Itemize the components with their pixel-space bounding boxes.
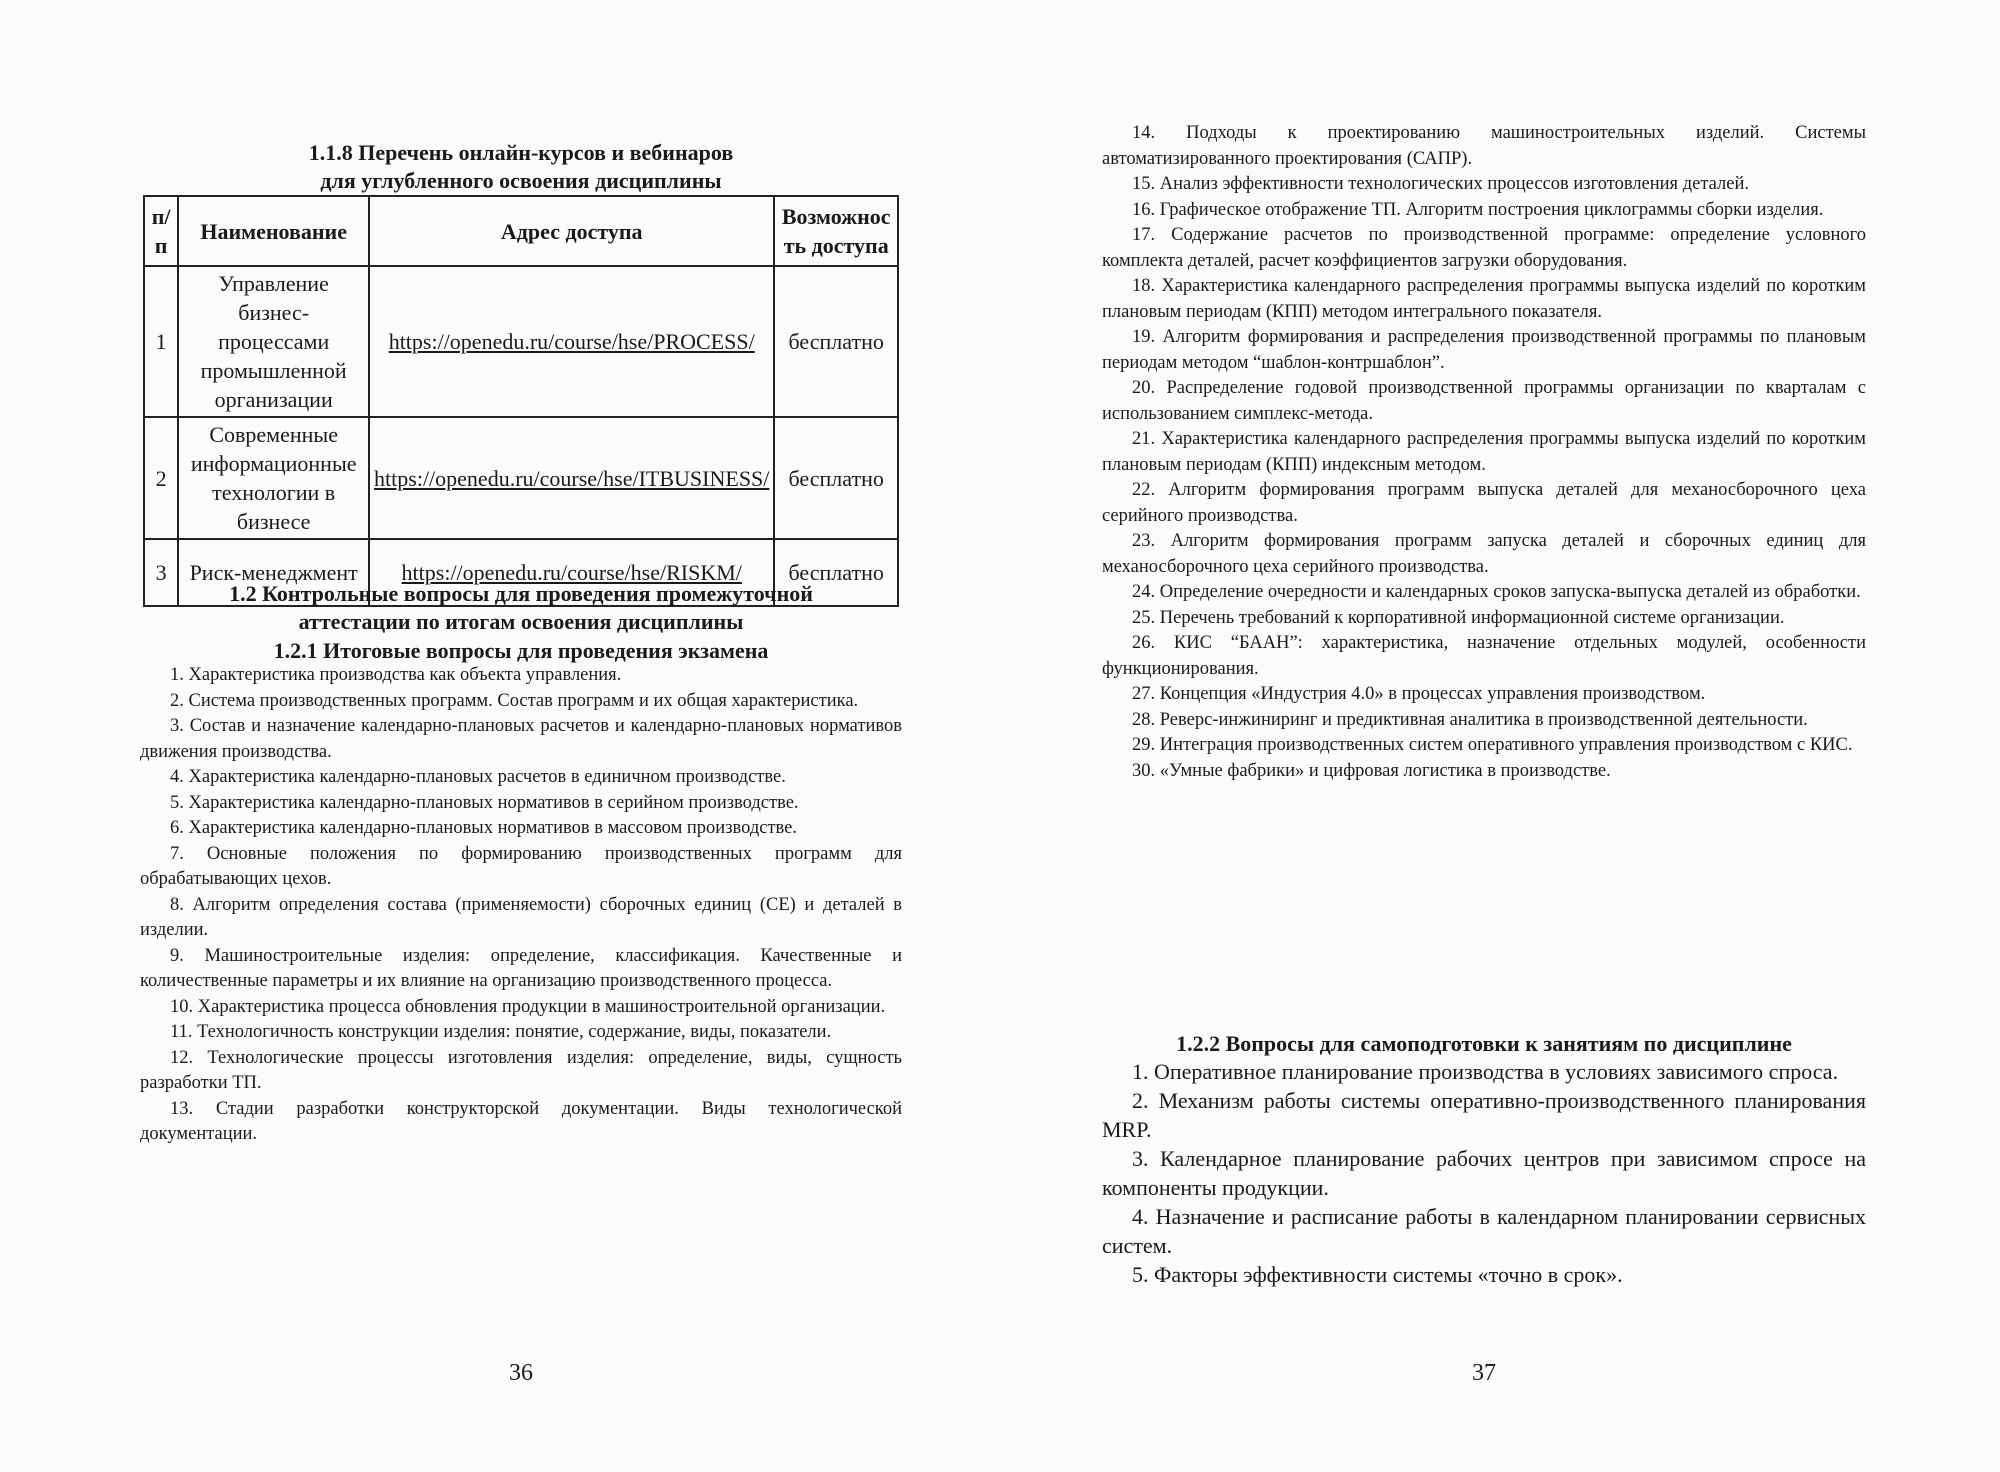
list-item: 14. Подходы к проектированию машиностроительных изделий. Системы автоматизированного проектирования (САПР). — [1102, 123, 1866, 169]
course-url-link[interactable]: https://openedu.ru/course/hse/ITBUSINESS/ — [369, 417, 774, 539]
list-item: 27. Концепция «Индустрия 4.0» в процессах управления производством. — [1132, 684, 1706, 704]
row-number: 3 — [144, 539, 178, 606]
list-item: 6. Характеристика календарно-плановых нормативов в массовом производстве. — [170, 818, 798, 838]
control-heading-line2: аттестации по итогам освоения дисциплины — [298, 609, 744, 634]
list-item: 5. Факторы эффективности системы «точно в срок». — [1132, 1262, 1623, 1287]
page-number: 36 — [509, 1360, 533, 1386]
course-access: бесплатно — [774, 417, 898, 539]
list-item: 15. Анализ эффективности технологических процессов изготовления деталей. — [1132, 174, 1749, 194]
list-item: 19. Алгоритм формирования и распределения производственной программы по плановым периодам методом “шаблон-контршаблон”. — [1102, 327, 1866, 373]
row-number: 2 — [144, 417, 178, 539]
row-number: 1 — [144, 266, 178, 417]
header-address: Адрес доступа — [369, 196, 774, 266]
list-item: 2. Механизм работы системы оперативно-производственного планирования MRP. — [1102, 1088, 1866, 1142]
list-item: 17. Содержание расчетов по производственной программе: определение условного комплекта деталей, расчет коэффициентов загрузки оборудования. — [1102, 225, 1866, 271]
header-name: Наименование — [178, 196, 369, 266]
list-item: 10. Характеристика процесса обновления продукции в машиностроительной организации. — [170, 996, 886, 1017]
right-page — [1102, 0, 1866, 1472]
control-heading-line1: 1.2 Контрольные вопросы для проведения промежуточной — [229, 581, 813, 606]
course-url-link[interactable]: https://openedu.ru/course/hse/PROCESS/ — [369, 266, 774, 417]
course-access: бесплатно — [774, 539, 898, 606]
list-item: 11. Технологичность конструкции изделия: понятие, содержание, виды, показатели. — [170, 1022, 832, 1042]
courses-table — [143, 195, 899, 607]
list-item: 1. Характеристика производства как объекта управления. — [170, 665, 622, 685]
table-row — [144, 266, 898, 417]
header-access: Возможнос ть доступа — [774, 196, 898, 266]
list-item: 5. Характеристика календарно-плановых нормативов в серийном производстве. — [170, 792, 799, 813]
list-item: 9. Машиностроительные изделия: определение, классификация. Качественные и количественные параметры и их влияние на организацию производственного процесса. — [140, 945, 902, 991]
list-item: 13. Стадии разработки конструкторской документации. Виды технологической документации. — [140, 1098, 902, 1144]
list-item: 22. Алгоритм формирования программ выпуска деталей для механосборочного цеха серийного производства. — [1102, 480, 1866, 526]
list-item: 2. Система производственных программ. Состав программ и их общая характеристика. — [170, 690, 859, 711]
exam-questions-heading: 1.2.1 Итоговые вопросы для проведения экзамена — [273, 638, 769, 663]
table-heading-line1: 1.1.8 Перечень онлайн-курсов и вебинаров — [308, 140, 734, 165]
list-item: 16. Графическое отображение ТП. Алгоритм построения циклограммы сборки изделия. — [1132, 199, 1824, 220]
list-item: 20. Распределение годовой производственной программы организации по кварталам с использованием симплекс-метода. — [1102, 378, 1866, 424]
table-heading — [140, 139, 902, 195]
control-questions-heading — [140, 580, 902, 636]
course-name: Риск-менеджмент — [178, 539, 369, 606]
list-item: 23. Алгоритм формирования программ запуска деталей и сборочных единиц для механосборочного цеха серийного производства. — [1102, 531, 1866, 577]
exam-questions-list-continued — [1102, 121, 1866, 784]
table-header-row — [144, 196, 898, 266]
left-page — [140, 0, 902, 1472]
table-row — [144, 417, 898, 539]
list-item: 3. Состав и назначение календарно-плановых расчетов и календарно-плановых нормативов движения производства. — [140, 716, 902, 762]
list-item: 3. Календарное планирование рабочих центров при зависимом спросе на компоненты продукции. — [1102, 1146, 1866, 1200]
list-item: 4. Назначение и расписание работы в календарном планировании сервисных систем. — [1102, 1204, 1866, 1258]
exam-questions-list — [140, 663, 902, 1148]
list-item: 18. Характеристика календарного распределения программы выпуска изделий по коротким плановым периодам (КПП) методом интегрального показателя. — [1102, 276, 1866, 322]
self-study-heading: 1.2.2 Вопросы для самоподготовки к занятиям по дисциплине — [1176, 1031, 1792, 1056]
self-study-questions-list — [1102, 1057, 1866, 1289]
list-item: 12. Технологические процессы изготовления изделия: определение, виды, сущность разработки ТП. — [140, 1047, 902, 1093]
course-name: Современные информационные технологии в бизнесе — [178, 417, 369, 539]
page-number: 37 — [1472, 1360, 1496, 1386]
list-item: 21. Характеристика календарного распределения программы выпуска изделий по коротким плановым периодам (КПП) индексным методом. — [1102, 429, 1866, 475]
table-heading-line2: для углубленного освоения дисциплины — [320, 168, 722, 193]
list-item: 26. КИС “БААН”: характеристика, назначение отдельных модулей, особенности функционирования. — [1102, 633, 1866, 679]
header-number: п/п — [144, 196, 178, 266]
list-item: 30. «Умные фабрики» и цифровая логистика в производстве. — [1132, 760, 1611, 781]
course-name: Управление бизнес-процессами промышленной организации — [178, 266, 369, 417]
course-access: бесплатно — [774, 266, 898, 417]
list-item: 25. Перечень требований к корпоративной информационной системе организации. — [1132, 607, 1785, 628]
list-item: 7. Основные положения по формированию производственных программ для обрабатывающих цехов. — [140, 843, 902, 889]
list-item: 28. Реверс-инжиниринг и предиктивная аналитика в производственной деятельности. — [1132, 709, 1808, 730]
list-item: 24. Определение очередности и календарных сроков запуска-выпуска деталей из обработки. — [1132, 582, 1861, 602]
list-item: 4. Характеристика календарно-плановых расчетов в единичном производстве. — [170, 767, 786, 787]
list-item: 29. Интеграция производственных систем оперативного управления производством с КИС. — [1132, 735, 1853, 755]
course-url-link[interactable]: https://openedu.ru/course/hse/RISKM/ — [369, 539, 774, 606]
list-item: 8. Алгоритм определения состава (применяемости) сборочных единиц (СЕ) и деталей в изделии. — [140, 894, 902, 940]
list-item: 1. Оперативное планирование производства в условиях зависимого спроса. — [1132, 1059, 1839, 1084]
